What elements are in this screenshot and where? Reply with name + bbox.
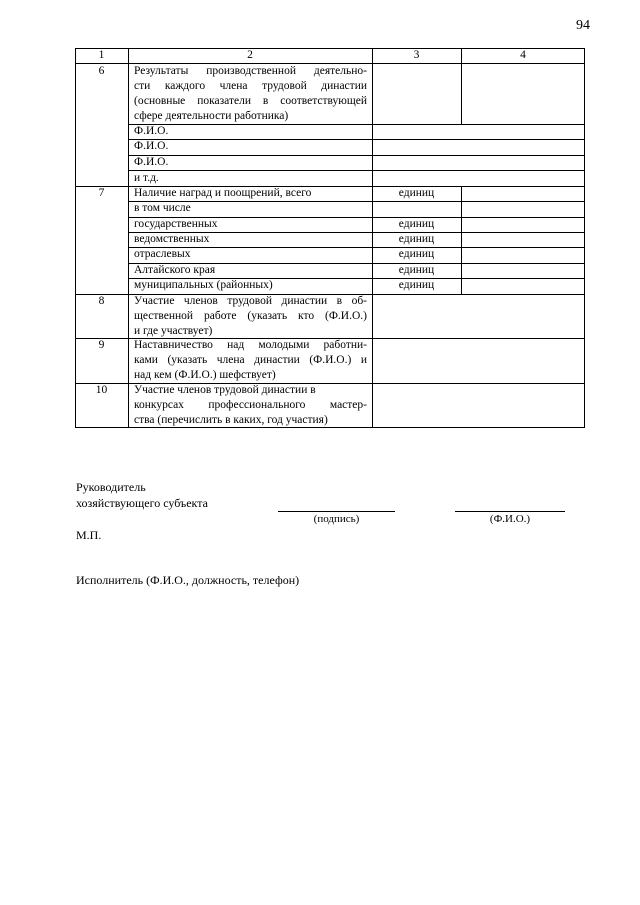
row6-etc: и т.д.: [134, 172, 159, 184]
row7-item-unit: единиц: [398, 248, 435, 260]
row10-desc-line-1: Участие членов трудовой династии в: [134, 384, 316, 396]
row7-item-unit: единиц: [398, 279, 435, 291]
row7-item-label: отраслевых: [134, 248, 191, 260]
row7-item-label: Наличие наград и поощрений, всего: [134, 187, 312, 199]
row6-fio-2: Ф.И.О.: [134, 140, 169, 152]
row6-desc-line-1: Результаты производственной деятельно-: [134, 65, 367, 77]
row-number-9: 9: [98, 339, 105, 351]
head-title-line-2: хозяйствующего субъекта: [76, 496, 208, 510]
name-line: [455, 511, 565, 512]
header-col-2: 2: [247, 49, 253, 61]
row6-desc-line-2: сти каждого члена трудовой династии: [134, 80, 367, 92]
row7-item-label: государственных: [134, 218, 218, 230]
row-number-8: 8: [98, 295, 105, 307]
header-col-1: 1: [98, 49, 105, 61]
page-number: 94: [576, 18, 590, 33]
row6-desc-line-3: (основные показатели в соответствующей: [134, 95, 367, 107]
row6-fio-3: Ф.И.О.: [134, 156, 169, 168]
row7-item-label: Алтайского края: [134, 264, 216, 276]
row-number-6: 6: [98, 65, 105, 77]
header-col-4: 4: [520, 49, 526, 61]
name-caption: (Ф.И.О.): [489, 513, 531, 525]
row10-desc-line-2: конкурсах профессионального мастер-: [134, 399, 367, 411]
row8-desc-line-2: щественной работе (указать кто (Ф.И.О.): [134, 310, 367, 322]
header-col-3: 3: [413, 49, 420, 61]
row9-desc-line-3: над кем (Ф.И.О.) шефствует): [134, 369, 276, 381]
row7-item-label: муниципальных (районных): [134, 279, 273, 291]
row10-desc-line-3: ства (перечислить в каких, год участия): [134, 414, 328, 426]
row9-desc-line-2: ками (указать члена династии (Ф.И.О.) и: [134, 354, 367, 366]
row-number-10: 10: [95, 384, 108, 396]
row7-item-unit: единиц: [398, 264, 435, 276]
row8-desc-line-3: и где участвует): [134, 325, 213, 337]
row7-item-label: в том числе: [134, 202, 191, 214]
dynasty-form-table: [75, 48, 585, 428]
row7-item-unit: единиц: [398, 218, 435, 230]
row7-item-unit: единиц: [398, 233, 435, 245]
row-number-7: 7: [98, 187, 105, 199]
stamp-place: М.П.: [76, 528, 102, 542]
signature-caption: (подпись): [313, 513, 360, 525]
executor-line: Исполнитель (Ф.И.О., должность, телефон): [76, 573, 300, 587]
row7-item-unit: единиц: [398, 187, 435, 199]
row8-desc-line-1: Участие членов трудовой династии в об-: [134, 295, 367, 307]
row6-desc-line-4: сфере деятельности работника): [134, 110, 289, 122]
head-title-line-1: Руководитель: [76, 480, 146, 494]
row7-item-label: ведомственных: [134, 233, 210, 245]
row9-desc-line-1: Наставничество над молодыми работни-: [134, 339, 367, 351]
row6-fio-1: Ф.И.О.: [134, 125, 169, 137]
signature-line: [278, 511, 395, 512]
